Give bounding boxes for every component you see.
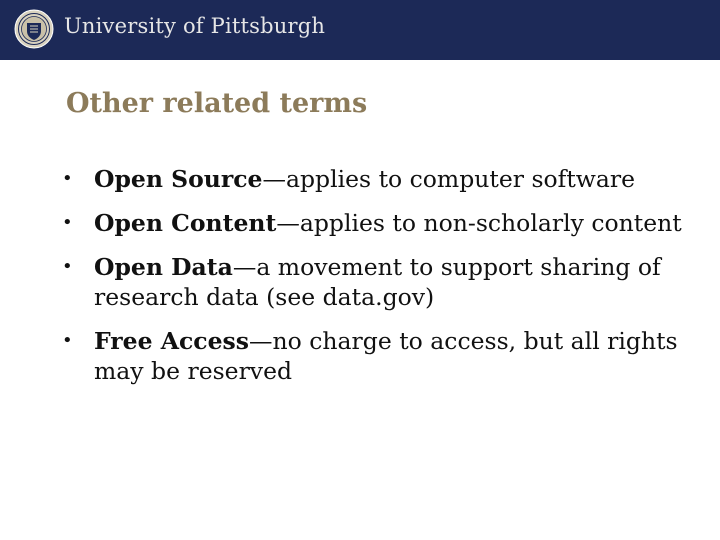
list-item — [40, 208, 690, 238]
bullet-dot-icon: • — [62, 212, 73, 233]
bullet-dot-icon: • — [62, 330, 73, 351]
term-description: —a movement to support sharing of research data (see data.gov) — [94, 253, 661, 311]
term-description: —applies to non-scholarly content — [276, 209, 682, 237]
header-bar — [0, 0, 720, 60]
university-seal-icon — [14, 9, 54, 49]
term-description: —no charge to access, but all rights may be reserved — [94, 327, 678, 385]
university-wordmark: University of Pittsburgh — [64, 14, 326, 38]
term-name: Open Content — [94, 209, 277, 237]
list-item — [40, 252, 690, 312]
term-name: Open Data — [94, 253, 233, 281]
term-name: Open Source — [94, 165, 263, 193]
slide-title: Other related terms — [66, 88, 368, 119]
term-name: Free Access — [94, 327, 249, 355]
bullet-dot-icon: • — [62, 256, 73, 277]
bullet-dot-icon: • — [62, 168, 73, 189]
term-description: —applies to computer software — [262, 165, 636, 193]
bullet-list — [40, 164, 690, 400]
list-item — [40, 326, 690, 386]
list-item — [40, 164, 690, 194]
